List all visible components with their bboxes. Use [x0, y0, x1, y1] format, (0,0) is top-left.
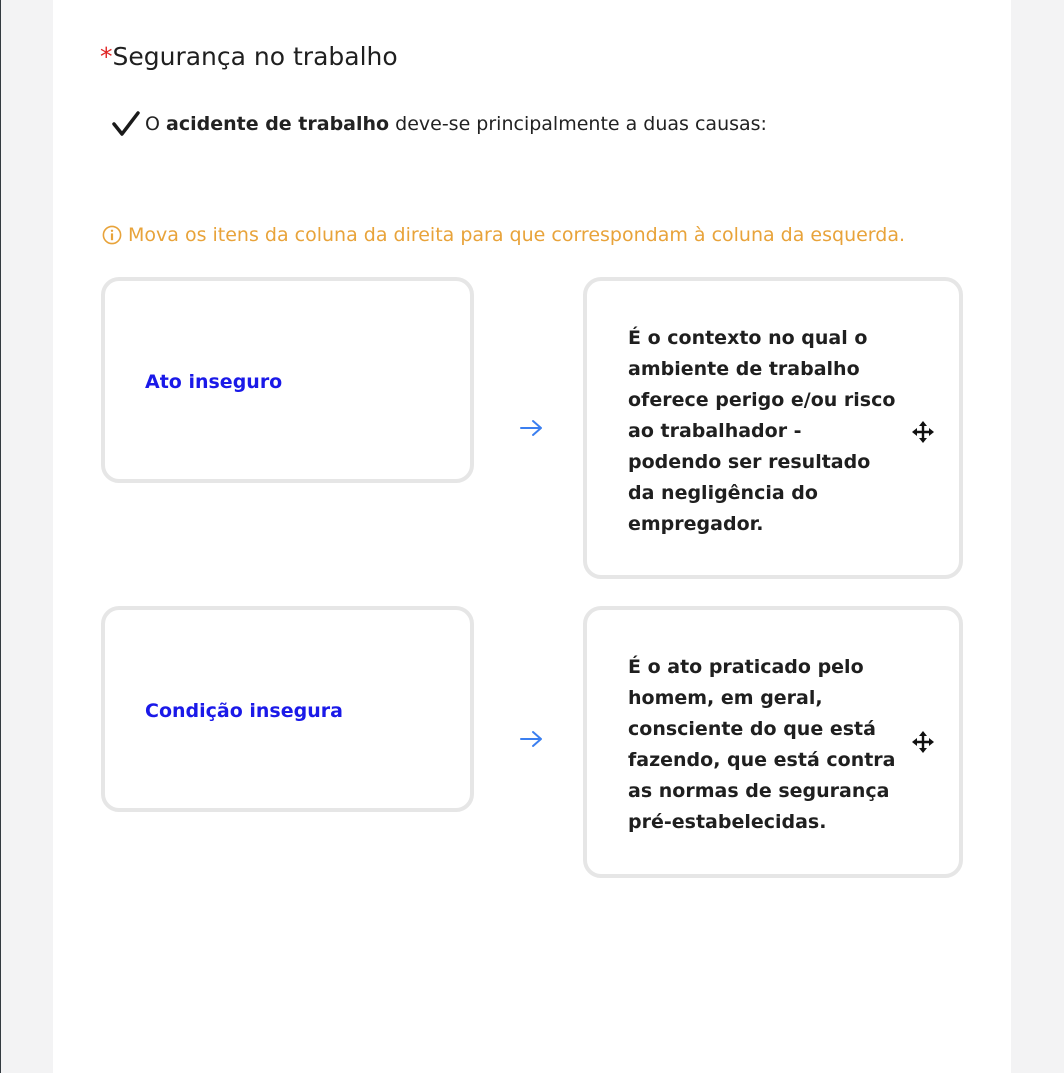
move-icon[interactable]: [911, 420, 935, 444]
left-edge-line: [0, 0, 1, 1073]
match-left-item: [101, 606, 474, 812]
info-icon: [102, 225, 122, 245]
question-statement: [112, 108, 767, 140]
required-marker: *: [100, 42, 113, 71]
instruction-hint: [102, 224, 905, 246]
arrow-right-icon: [519, 418, 545, 438]
left-item-label: Ato inseguro: [145, 371, 283, 393]
statement-prefix: O: [145, 113, 166, 135]
instruction-text: Mova os itens da coluna da direita para que correspondam à coluna da esquerda.: [128, 224, 906, 246]
match-right-item[interactable]: [583, 277, 963, 579]
question-title: [100, 42, 398, 71]
question-title-text: Segurança no trabalho: [112, 42, 398, 71]
checkmark-icon: [112, 111, 140, 137]
left-item-label: Condição insegura: [145, 700, 343, 722]
arrow-right-icon: [519, 729, 545, 749]
statement-suffix: deve-se principalmente a duas causas:: [389, 113, 767, 135]
right-item-text: É o contexto no qual o ambiente de trabalho oferece perigo e/ou risco ao trabalhador - podendo ser resultado da negligência do empregador.: [628, 327, 896, 535]
move-icon[interactable]: [911, 730, 935, 754]
right-item-text: É o ato praticado pelo homem, em geral, consciente do que está fazendo, que está contra as normas de segurança pré-estabelecidas.: [628, 656, 896, 833]
statement-bold: acidente de trabalho: [166, 113, 390, 135]
match-right-item[interactable]: [583, 606, 963, 878]
match-left-item: [101, 277, 474, 483]
